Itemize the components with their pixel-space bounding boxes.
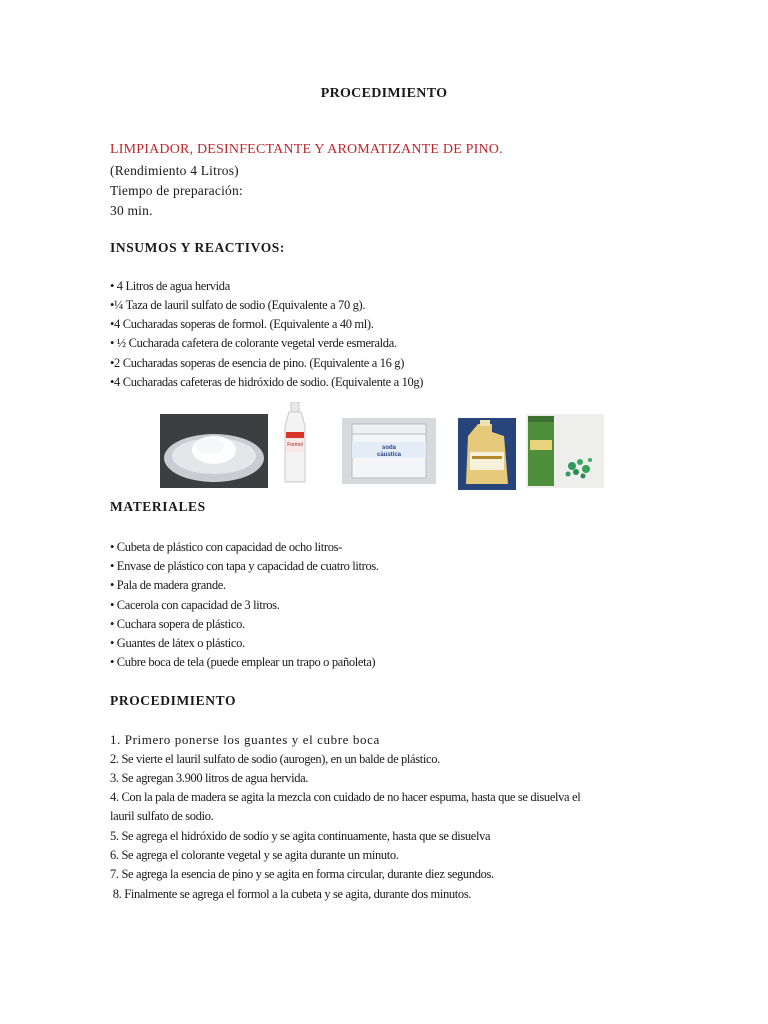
material-item: • Envase de plástico con tapa y capacidad de cuatro litros. — [110, 559, 379, 573]
jar-label-line-1: soda — [381, 445, 397, 451]
insumo-item: • ½ Cucharada cafetera de colorante vegetal verde esmeralda. — [110, 336, 397, 350]
procedure-step: 1. Primero ponerse los guantes y el cubre boca — [110, 732, 380, 747]
green-colorant-photo — [526, 414, 604, 488]
procedure-step-continuation: lauril sulfato de sodio. — [110, 809, 214, 823]
bottle-label: Formol — [287, 442, 303, 448]
material-item: • Pala de madera grande. — [110, 578, 226, 592]
prep-time-value: 30 min. — [110, 203, 153, 218]
pine-essence-jug-photo — [458, 418, 516, 490]
insumo-item: •4 Cucharadas soperas de formol. (Equivalente a 40 ml). — [110, 317, 374, 331]
material-item: • Cacerola con capacidad de 3 litros. — [110, 598, 280, 612]
product-title: LIMPIADOR, DESINFECTANTE Y AROMATIZANTE DE PINO. — [110, 142, 503, 157]
jar-label-line-2: cáustica — [376, 452, 402, 458]
caustic-soda-jar-photo — [342, 418, 436, 484]
page-title: PROCEDIMIENTO — [320, 86, 448, 101]
procedure-step: 7. Se agrega la esencia de pino y se agita en forma circular, durante diez segundos. — [110, 867, 494, 881]
procedure-step: 8. Finalmente se agrega el formol a la cubeta y se agita, durante dos minutos. — [110, 887, 472, 901]
insumo-item: •¼ Taza de lauril sulfato de sodio (Equivalente a 70 g). — [110, 298, 366, 312]
procedimiento-heading: PROCEDIMIENTO — [110, 693, 237, 708]
procedure-step: 3. Se agregan 3.900 litros de agua hervida. — [110, 771, 309, 785]
material-item: • Cuchara sopera de plástico. — [110, 617, 245, 631]
procedure-step: 6. Se agrega el colorante vegetal y se agita durante un minuto. — [110, 848, 399, 862]
insumos-heading: INSUMOS Y REACTIVOS: — [110, 240, 286, 255]
materiales-heading: MATERIALES — [110, 499, 206, 514]
procedure-step: 2. Se vierte el lauril sulfato de sodio (aurogen), en un balde de plástico. — [110, 752, 440, 766]
product-yield: (Rendimiento 4 Litros) — [110, 163, 239, 178]
material-item: • Guantes de látex o plástico. — [110, 636, 245, 650]
prep-time-label: Tiempo de preparación: — [110, 183, 243, 198]
formol-bottle-photo — [278, 402, 312, 486]
insumo-item: •2 Cucharadas soperas de esencia de pino. (Equivalente a 16 g) — [110, 356, 405, 370]
insumo-item: •4 Cucharadas cafeteras de hidróxido de sodio. (Equivalente a 10g) — [110, 375, 424, 389]
insumo-item: • 4 Litros de agua hervida — [110, 279, 230, 293]
material-item: • Cubre boca de tela (puede emplear un trapo o pañoleta) — [110, 655, 376, 669]
material-item: • Cubeta de plástico con capacidad de ocho litros- — [110, 540, 342, 554]
sodium-sulfate-powder-photo — [160, 414, 268, 488]
procedure-step: 5. Se agrega el hidróxido de sodio y se agita continuamente, hasta que se disuelva — [110, 829, 491, 843]
procedure-step: 4. Con la pala de madera se agita la mezcla con cuidado de no hacer espuma, hasta que se disuelva el — [110, 790, 581, 804]
